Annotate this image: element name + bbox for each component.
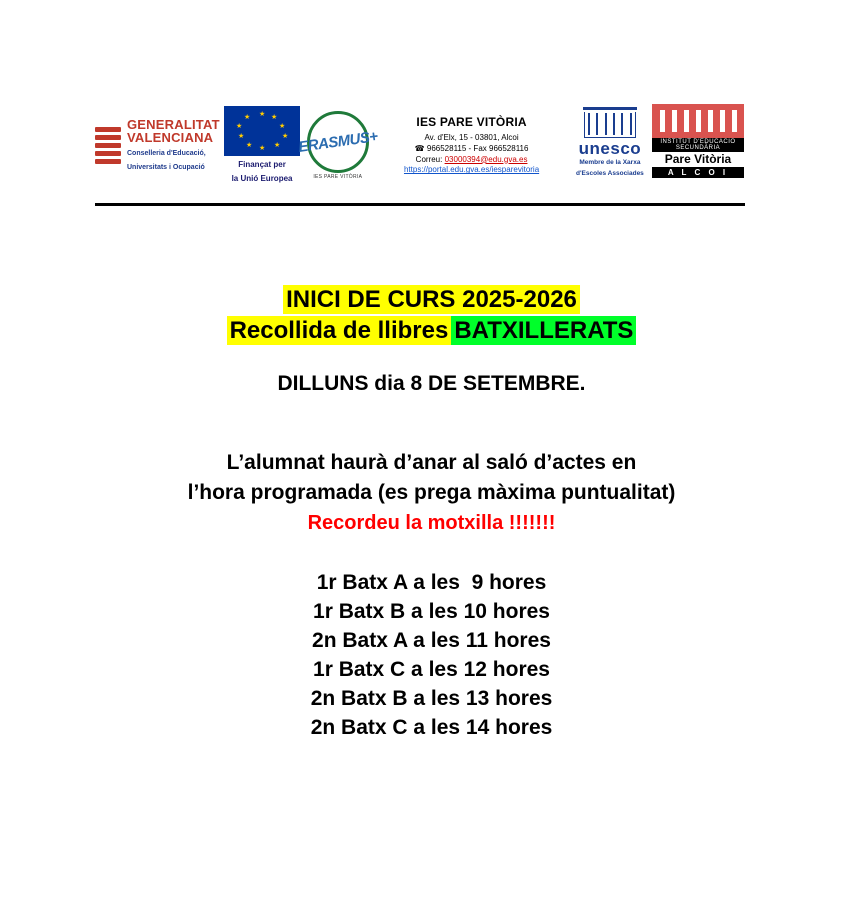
conselleria-line2: Universitats i Ocupació bbox=[127, 163, 205, 171]
generalitat-valenciana-logo bbox=[95, 95, 223, 195]
notice-paragraph-line1: L’alumnat haurà d’anar al saló d’actes en bbox=[226, 451, 637, 475]
schedule-item: 1r Batx B a les 10 hores bbox=[313, 600, 550, 624]
header-divider bbox=[95, 203, 745, 206]
notice-warning: Recordeu la motxilla !!!!!!! bbox=[307, 512, 556, 535]
notice-paragraph-line2: l’hora programada (es prega màxima puntualitat) bbox=[187, 481, 676, 505]
schedule-item: 1r Batx A a les 9 hores bbox=[316, 571, 547, 595]
ies-logo-graphic bbox=[651, 103, 745, 187]
unesco-sub-line2: d'Escoles Associades bbox=[576, 169, 644, 177]
schedule-item: 2n Batx A a les 11 hores bbox=[312, 629, 551, 652]
centre-phones bbox=[380, 144, 563, 155]
erasmus-ring-icon bbox=[297, 111, 379, 173]
schedule-list bbox=[0, 569, 863, 743]
senyera-icon bbox=[95, 125, 121, 165]
notice-paragraph bbox=[0, 448, 863, 508]
notice-subtitle-books: Recollida de llibres bbox=[227, 316, 452, 345]
centre-address: Av. d'Elx, 15 - 03801, Alcoi bbox=[424, 133, 519, 142]
conselleria-line1: Conselleria d'Educació, bbox=[127, 149, 206, 157]
notice-subtitle-level: BATXILLERATS bbox=[451, 316, 636, 345]
unesco-sub-line1: Membre de la Xarxa bbox=[579, 159, 641, 167]
notice-date-line: DILLUNS dia 8 DE SETEMBRE. bbox=[277, 372, 586, 396]
centre-website-link[interactable]: https://portal.edu.gva.es/iesparevitoria bbox=[403, 165, 540, 175]
centre-name: IES PARE VITÒRIA bbox=[416, 114, 527, 129]
notice-subtitle-row bbox=[0, 316, 863, 347]
ies-building-icon bbox=[652, 104, 744, 138]
unesco-wordmark: unesco bbox=[578, 139, 642, 159]
unesco-logo bbox=[569, 95, 651, 195]
schedule-item: 1r Batx C a les 12 hores bbox=[313, 657, 550, 681]
phone-icon: ☎ bbox=[414, 143, 425, 153]
generalitat-title-line2: VALENCIANA bbox=[127, 130, 214, 146]
centre-phones-text: 966528115 - Fax 966528116 bbox=[426, 143, 529, 153]
unesco-temple-icon bbox=[584, 112, 636, 138]
eu-caption-line1: Finançat per bbox=[238, 160, 286, 169]
erasmus-plus-logo bbox=[297, 95, 379, 195]
letterhead bbox=[95, 95, 745, 195]
centre-email-label: Correu: bbox=[415, 154, 443, 164]
eu-caption-line2: la Unió Europea bbox=[231, 174, 293, 183]
centre-contact-block bbox=[374, 95, 569, 195]
schedule-item: 2n Batx B a les 13 hores bbox=[310, 686, 553, 710]
centre-email-link[interactable]: 03000394@edu.gva.es bbox=[444, 154, 528, 164]
european-union-logo bbox=[223, 95, 302, 195]
eu-flag-icon: ★ ★ ★ ★ ★ ★ ★ ★ ★ ★ bbox=[224, 106, 300, 156]
ies-logo-town: A L C O I bbox=[652, 167, 744, 178]
notice-body bbox=[0, 285, 863, 743]
erasmus-wordmark: ERASMUS+ bbox=[297, 127, 379, 156]
notice-title-main: INICI DE CURS 2025-2026 bbox=[283, 285, 580, 314]
ies-logo-name: Pare Vitòria bbox=[652, 152, 744, 167]
erasmus-subtext: IES PARE VITÒRIA bbox=[313, 173, 363, 180]
generalitat-text bbox=[127, 118, 220, 173]
ies-logo-band: INSTITUT D'EDUCACIÓ SECUNDÀRIA bbox=[652, 138, 744, 152]
generalitat-title-line1: GENERALITAT bbox=[127, 116, 220, 132]
centre-email-line bbox=[380, 155, 563, 166]
schedule-item: 2n Batx C a les 14 hores bbox=[310, 715, 553, 739]
notice-title-row bbox=[0, 285, 863, 316]
ies-pare-vitoria-logo bbox=[651, 95, 745, 195]
centre-website-line bbox=[380, 165, 563, 176]
